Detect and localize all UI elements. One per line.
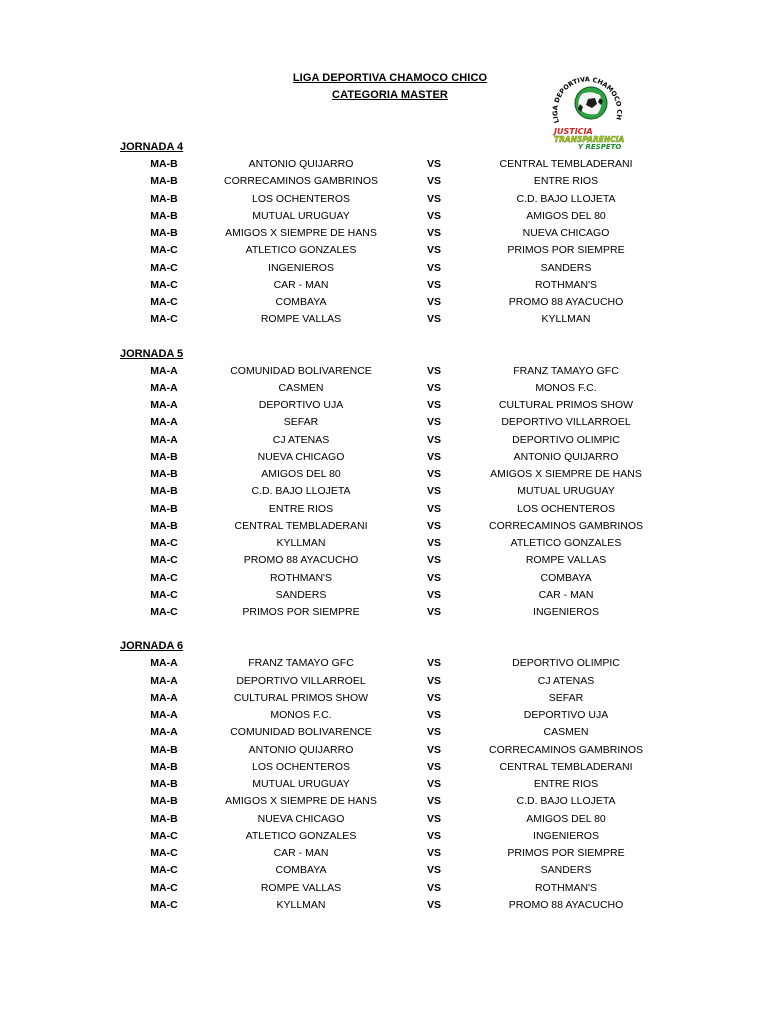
match-category: MA-B bbox=[150, 812, 178, 825]
away-team: PRIMOS POR SIEMPRE bbox=[507, 244, 625, 257]
vs-label: VS bbox=[426, 898, 441, 911]
match-category: MA-C bbox=[150, 261, 178, 274]
away-team: CAR - MAN bbox=[538, 588, 594, 601]
vs-label: VS bbox=[426, 502, 441, 515]
round-section bbox=[0, 346, 768, 622]
logo-motto-1: JUSTICIA bbox=[554, 127, 593, 136]
home-team: LOS OCHENTEROS bbox=[251, 760, 351, 773]
match-row bbox=[0, 260, 768, 277]
vs-label: VS bbox=[426, 209, 441, 222]
match-category: MA-B bbox=[150, 502, 178, 515]
home-team: ROMPE VALLAS bbox=[260, 881, 342, 894]
match-category: MA-C bbox=[150, 313, 178, 326]
home-team: ANTONIO QUIJARRO bbox=[248, 743, 354, 756]
vs-label: VS bbox=[426, 399, 441, 411]
home-team: INGENIEROS bbox=[268, 261, 334, 274]
away-team: AMIGOS DEL 80 bbox=[526, 812, 606, 825]
away-team: AMIGOS X SIEMPRE DE HANS bbox=[490, 468, 642, 480]
vs-label: VS bbox=[426, 313, 441, 326]
home-team: CORRECAMINOS GAMBRINOS bbox=[223, 175, 378, 188]
home-team: MUTUAL URUGUAY bbox=[252, 778, 350, 790]
vs-label: VS bbox=[426, 709, 441, 721]
away-team: C.D. BAJO LLOJETA bbox=[516, 192, 616, 205]
away-team: CULTURAL PRIMOS SHOW bbox=[498, 399, 634, 411]
vs-label: VS bbox=[426, 554, 441, 567]
match-category: MA-A bbox=[150, 709, 178, 721]
match-row bbox=[0, 414, 768, 431]
away-team: PRIMOS POR SIEMPRE bbox=[507, 847, 625, 859]
match-row bbox=[0, 501, 768, 518]
home-team: CENTRAL TEMBLADERANI bbox=[234, 519, 368, 532]
match-row bbox=[0, 570, 768, 587]
match-category: MA-C bbox=[150, 537, 178, 549]
match-category: MA-A bbox=[150, 416, 178, 429]
away-team: ATLETICO GONZALES bbox=[510, 537, 622, 549]
home-team: AMIGOS DEL 80 bbox=[261, 468, 341, 480]
home-team: ATLETICO GONZALES bbox=[245, 829, 357, 842]
vs-label: VS bbox=[426, 588, 441, 601]
vs-label: VS bbox=[426, 227, 441, 239]
round-section bbox=[0, 638, 768, 914]
match-category: MA-B bbox=[150, 450, 178, 463]
fixture-list bbox=[0, 139, 768, 931]
match-row bbox=[0, 466, 768, 483]
match-category: MA-C bbox=[150, 296, 178, 308]
away-team: C.D. BAJO LLOJETA bbox=[516, 795, 616, 808]
home-team: SEFAR bbox=[283, 416, 319, 429]
home-team: DEPORTIVO VILLARROEL bbox=[236, 674, 366, 687]
away-team: SEFAR bbox=[548, 691, 584, 704]
match-row bbox=[0, 604, 768, 621]
vs-label: VS bbox=[426, 691, 441, 704]
vs-label: VS bbox=[426, 468, 441, 480]
away-team: SANDERS bbox=[540, 864, 592, 877]
away-team: CORRECAMINOS GAMBRINOS bbox=[488, 519, 643, 532]
away-team: ROMPE VALLAS bbox=[525, 554, 607, 567]
match-row bbox=[0, 483, 768, 500]
vs-label: VS bbox=[426, 158, 441, 170]
match-row bbox=[0, 552, 768, 569]
away-team: DEPORTIVO UJA bbox=[523, 709, 609, 721]
match-row bbox=[0, 587, 768, 604]
match-row bbox=[0, 862, 768, 879]
logo-arc-text: LIGA DEPORTIVA CHAMOCO CH bbox=[551, 75, 624, 125]
home-team: COMUNIDAD BOLIVARENCE bbox=[230, 726, 372, 739]
vs-label: VS bbox=[426, 657, 441, 670]
match-row bbox=[0, 294, 768, 311]
vs-label: VS bbox=[426, 192, 441, 205]
away-team: NUEVA CHICAGO bbox=[522, 227, 610, 239]
round-title: JORNADA 5 bbox=[120, 347, 184, 360]
home-team: KYLLMAN bbox=[276, 537, 326, 549]
match-row bbox=[0, 311, 768, 328]
home-team: ROMPE VALLAS bbox=[260, 313, 342, 326]
away-team: DEPORTIVO OLIMPIC bbox=[512, 657, 620, 670]
home-team: MUTUAL URUGUAY bbox=[252, 209, 350, 222]
match-category: MA-A bbox=[150, 657, 178, 670]
home-team: C.D. BAJO LLOJETA bbox=[251, 485, 351, 498]
logo-motto-2: TRANSPARENCIA bbox=[554, 135, 625, 144]
match-category: MA-C bbox=[150, 588, 178, 601]
home-team: ROTHMAN'S bbox=[269, 571, 333, 584]
home-team: AMIGOS X SIEMPRE DE HANS bbox=[225, 227, 377, 239]
match-row bbox=[0, 173, 768, 190]
vs-label: VS bbox=[426, 433, 441, 446]
round-section bbox=[0, 139, 768, 329]
match-category: MA-C bbox=[150, 554, 178, 567]
match-row bbox=[0, 828, 768, 845]
match-category: MA-A bbox=[150, 399, 178, 411]
vs-label: VS bbox=[426, 829, 441, 842]
home-team: CJ ATENAS bbox=[272, 433, 330, 446]
away-team: MUTUAL URUGUAY bbox=[517, 485, 615, 498]
home-team: ATLETICO GONZALES bbox=[245, 244, 357, 257]
away-team: PROMO 88 AYACUCHO bbox=[508, 296, 624, 308]
category-title: CATEGORIA MASTER bbox=[332, 89, 448, 101]
home-team: PROMO 88 AYACUCHO bbox=[243, 554, 359, 567]
home-team: FRANZ TAMAYO GFC bbox=[248, 657, 354, 670]
match-category: MA-C bbox=[150, 847, 178, 859]
away-team: ROTHMAN'S bbox=[534, 881, 598, 894]
home-team: CAR - MAN bbox=[273, 278, 329, 291]
match-category: MA-B bbox=[150, 192, 178, 205]
match-category: MA-A bbox=[150, 381, 178, 394]
vs-label: VS bbox=[426, 537, 441, 549]
away-team: CORRECAMINOS GAMBRINOS bbox=[488, 743, 643, 756]
vs-label: VS bbox=[426, 450, 441, 463]
away-team: SANDERS bbox=[540, 261, 592, 274]
home-team: COMBAYA bbox=[275, 864, 327, 877]
match-category: MA-C bbox=[150, 881, 178, 894]
match-row bbox=[0, 432, 768, 449]
vs-label: VS bbox=[426, 244, 441, 257]
home-team: NUEVA CHICAGO bbox=[257, 812, 345, 825]
vs-label: VS bbox=[426, 778, 441, 790]
vs-label: VS bbox=[426, 485, 441, 498]
match-category: MA-B bbox=[150, 519, 178, 532]
match-row bbox=[0, 277, 768, 294]
match-category: MA-C bbox=[150, 864, 178, 877]
vs-label: VS bbox=[426, 571, 441, 584]
match-category: MA-C bbox=[150, 606, 178, 618]
away-team: CJ ATENAS bbox=[537, 674, 595, 687]
vs-label: VS bbox=[426, 416, 441, 429]
away-team: CASMEN bbox=[543, 726, 589, 739]
match-category: MA-C bbox=[150, 571, 178, 584]
match-row bbox=[0, 742, 768, 759]
home-team: MONOS F.C. bbox=[270, 709, 332, 721]
match-row bbox=[0, 363, 768, 380]
away-team: DEPORTIVO VILLARROEL bbox=[501, 416, 631, 429]
vs-label: VS bbox=[426, 726, 441, 739]
home-team: CAR - MAN bbox=[273, 847, 329, 859]
vs-label: VS bbox=[426, 864, 441, 877]
match-category: MA-C bbox=[150, 278, 178, 291]
home-team: CULTURAL PRIMOS SHOW bbox=[233, 691, 369, 704]
match-row bbox=[0, 518, 768, 535]
away-team: AMIGOS DEL 80 bbox=[526, 209, 606, 222]
match-category: MA-A bbox=[150, 364, 178, 377]
match-category: MA-B bbox=[150, 227, 178, 239]
match-row bbox=[0, 793, 768, 810]
vs-label: VS bbox=[426, 278, 441, 291]
vs-label: VS bbox=[426, 743, 441, 756]
vs-label: VS bbox=[426, 760, 441, 773]
match-row bbox=[0, 397, 768, 414]
match-row bbox=[0, 449, 768, 466]
match-row bbox=[0, 880, 768, 897]
match-category: MA-B bbox=[150, 468, 178, 480]
match-row bbox=[0, 225, 768, 242]
away-team: INGENIEROS bbox=[533, 829, 599, 842]
away-team: ENTRE RIOS bbox=[533, 778, 599, 790]
document-header bbox=[240, 70, 540, 104]
match-row bbox=[0, 208, 768, 225]
match-row bbox=[0, 380, 768, 397]
match-category: MA-C bbox=[150, 898, 178, 911]
match-row bbox=[0, 811, 768, 828]
match-row bbox=[0, 535, 768, 552]
home-team: ENTRE RIOS bbox=[268, 502, 334, 515]
away-team: INGENIEROS bbox=[533, 606, 599, 618]
home-team: NUEVA CHICAGO bbox=[257, 450, 345, 463]
match-category: MA-A bbox=[150, 691, 178, 704]
away-team: KYLLMAN bbox=[541, 313, 591, 326]
away-team: ANTONIO QUIJARRO bbox=[513, 450, 619, 463]
match-category: MA-A bbox=[150, 674, 178, 687]
vs-label: VS bbox=[426, 812, 441, 825]
match-row bbox=[0, 673, 768, 690]
away-team: COMBAYA bbox=[540, 571, 592, 584]
home-team: COMUNIDAD BOLIVARENCE bbox=[230, 364, 372, 377]
away-team: ROTHMAN'S bbox=[534, 278, 598, 291]
home-team: KYLLMAN bbox=[276, 898, 326, 911]
match-row bbox=[0, 655, 768, 672]
home-team: CASMEN bbox=[278, 381, 324, 394]
vs-label: VS bbox=[426, 296, 441, 308]
vs-label: VS bbox=[426, 364, 441, 377]
home-team: PRIMOS POR SIEMPRE bbox=[242, 606, 360, 618]
match-row bbox=[0, 690, 768, 707]
logo-motto-3: Y RESPETO bbox=[578, 143, 622, 151]
match-category: MA-B bbox=[150, 485, 178, 498]
match-row bbox=[0, 897, 768, 914]
vs-label: VS bbox=[426, 519, 441, 532]
vs-label: VS bbox=[426, 674, 441, 687]
match-category: MA-B bbox=[150, 209, 178, 222]
vs-label: VS bbox=[426, 795, 441, 808]
league-title: LIGA DEPORTIVA CHAMOCO CHICO bbox=[292, 72, 488, 84]
round-title: JORNADA 6 bbox=[120, 640, 184, 653]
match-row bbox=[0, 707, 768, 724]
match-category: MA-C bbox=[150, 244, 178, 257]
away-team: PROMO 88 AYACUCHO bbox=[508, 898, 624, 911]
match-row bbox=[0, 845, 768, 862]
home-team: LOS OCHENTEROS bbox=[251, 192, 351, 205]
home-team: DEPORTIVO UJA bbox=[258, 399, 344, 411]
round-title: JORNADA 4 bbox=[120, 141, 184, 153]
vs-label: VS bbox=[426, 847, 441, 859]
vs-label: VS bbox=[426, 381, 441, 394]
vs-label: VS bbox=[426, 881, 441, 894]
away-team: CENTRAL TEMBLADERANI bbox=[499, 760, 633, 773]
match-category: MA-B bbox=[150, 175, 178, 188]
match-category: MA-B bbox=[150, 760, 178, 773]
match-row bbox=[0, 776, 768, 793]
match-row bbox=[0, 156, 768, 173]
home-team: COMBAYA bbox=[275, 296, 327, 308]
match-row bbox=[0, 759, 768, 776]
match-category: MA-B bbox=[150, 743, 178, 756]
away-team: ENTRE RIOS bbox=[533, 175, 599, 188]
away-team: CENTRAL TEMBLADERANI bbox=[499, 158, 633, 170]
away-team: MONOS F.C. bbox=[535, 381, 597, 394]
vs-label: VS bbox=[426, 175, 441, 188]
match-category: MA-B bbox=[150, 158, 178, 170]
match-category: MA-A bbox=[150, 433, 178, 446]
match-category: MA-C bbox=[150, 829, 178, 842]
vs-label: VS bbox=[426, 606, 441, 618]
home-team: SANDERS bbox=[275, 588, 327, 601]
match-row bbox=[0, 724, 768, 741]
match-category: MA-B bbox=[150, 795, 178, 808]
match-row bbox=[0, 191, 768, 208]
match-category: MA-B bbox=[150, 778, 178, 790]
away-team: FRANZ TAMAYO GFC bbox=[513, 364, 619, 377]
home-team: AMIGOS X SIEMPRE DE HANS bbox=[225, 795, 377, 808]
match-category: MA-A bbox=[150, 726, 178, 739]
match-row bbox=[0, 242, 768, 259]
away-team: LOS OCHENTEROS bbox=[516, 502, 616, 515]
home-team: ANTONIO QUIJARRO bbox=[248, 158, 354, 170]
away-team: DEPORTIVO OLIMPIC bbox=[512, 433, 620, 446]
vs-label: VS bbox=[426, 261, 441, 274]
